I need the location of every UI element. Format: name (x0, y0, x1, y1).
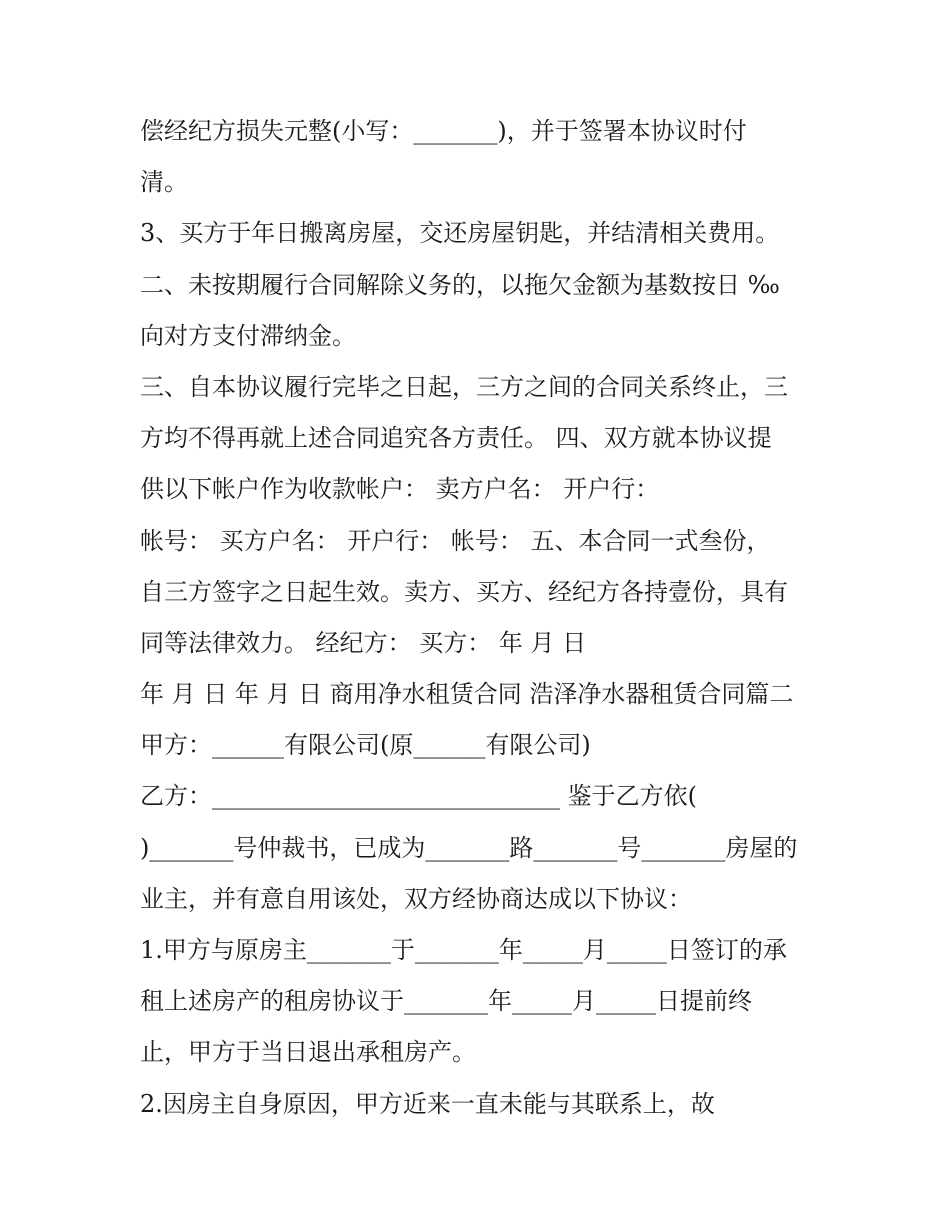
text-line: 甲方：______有限公司(原______有限公司) (140, 731, 591, 760)
text-line: 偿经纪方损失元整(小写：_______)，并于签署本协议时付 (140, 117, 747, 145)
text-line: )_______号仲裁书，已成为_______路_______号_______房屋的 (140, 833, 798, 862)
text-line: 帐号： 买方户名： 开户行： 帐号： 五、本合同一式叁份， (140, 526, 771, 555)
text-line: 三、自本协议履行完毕之日起，三方之间的合同关系终止，三 (140, 372, 788, 401)
document-body (140, 106, 840, 1130)
text-line: 自三方签字之日起生效。卖方、买方、经纪方各持壹份，具有 (140, 577, 788, 606)
text-line: 供以下帐户作为收款帐户： 卖方户名： 开户行： (140, 475, 660, 504)
text-line: 方均不得再就上述合同追究各方责任。 四、双方就本协议提 (140, 424, 772, 453)
text-line: 业主，并有意自用该处，双方经协商达成以下协议： (140, 884, 692, 913)
text-line: 止，甲方于当日退出承租房产。 (140, 1038, 476, 1067)
text-line: 2.因房主自身原因，甲方近来一直未能与其联系上，故 (140, 1089, 715, 1118)
text-line: 向对方支付滞纳金。 (140, 321, 356, 350)
text-line: 3、买方于年日搬离房屋，交还房屋钥匙，并结清相关费用。 (140, 219, 780, 248)
text-line: 同等法律效力。 经纪方： 买方： 年 月 日 (140, 628, 587, 657)
text-line: 1.甲方与原房主_______于_______年_____月_____日签订的承 (140, 936, 787, 964)
text-line: 清。 (140, 168, 188, 197)
text-line: 年 月 日 年 月 日 商用净水租赁合同 浩泽净水器租赁合同篇二 (140, 680, 794, 709)
text-line: 乙方：_____________________________ 鉴于乙方依( (140, 782, 697, 811)
text-line: 二、未按期履行合同解除义务的，以拖欠金额为基数按日 ‰ (140, 270, 780, 299)
text-line: 租上述房产的租房协议于_______年_____月_____日提前终 (140, 987, 752, 1016)
